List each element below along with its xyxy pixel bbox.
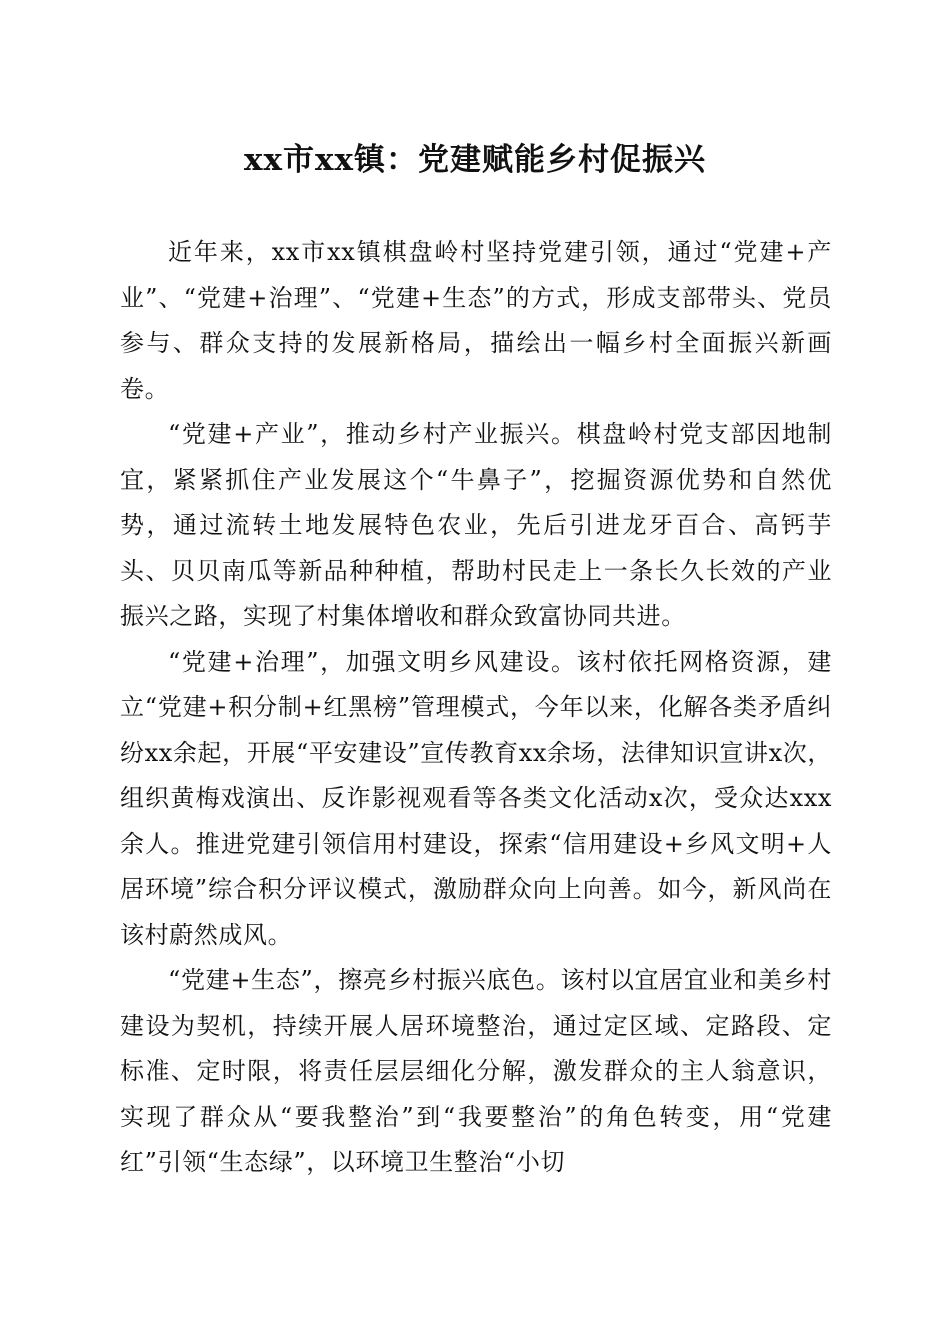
document-body <box>120 230 832 1186</box>
paragraph-governance: “党建+治理”，加强文明乡风建设。该村依托网格资源，建立“党建+积分制+红黑榜”管理模式，今年以来，化解各类矛盾纠纷xx余起，开展“平安建设”宣传教育xx余场，法律知识宣讲x次，组织黄梅戏演出、反诈影视观看等各类文化活动x次，受众达xxx余人。推进党建引领信用村建设，探索“信用建设+乡风文明+人居环境”综合积分评议模式，激励群众向上向善。如今，新风尚在该村蔚然成风。 <box>120 647 832 949</box>
paragraph-industry: “党建+产业”，推动乡村产业振兴。棋盘岭村党支部因地制宜，紧紧抓住产业发展这个“牛鼻子”，挖掘资源优势和自然优势，通过流转土地发展特色农业，先后引进龙牙百合、高钙芋头、贝贝南瓜等新品种种植，帮助村民走上一条长久长效的产业振兴之路，实现了村集体增收和群众致富协同共进。 <box>120 420 832 630</box>
paragraph-ecology: “党建+生态”，擦亮乡村振兴底色。该村以宜居宜业和美乡村建设为契机，持续开展人居环境整治，通过定区域、定路段、定标准、定时限，将责任层层细化分解，激发群众的主人翁意识，实现了群众从“要我整治”到“我要整治”的角色转变，用“党建红”引领“生态绿”，以环境卫生整治“小切 <box>120 966 832 1176</box>
document-title: xx市xx镇：党建赋能乡村促振兴 <box>244 142 706 178</box>
paragraph-intro: 近年来，xx市xx镇棋盘岭村坚持党建引领，通过“党建+产业”、“党建+治理”、“党建+生态”的方式，形成支部带头、党员参与、群众支持的发展新格局，描绘出一幅乡村全面振兴新画卷。 <box>120 238 832 403</box>
